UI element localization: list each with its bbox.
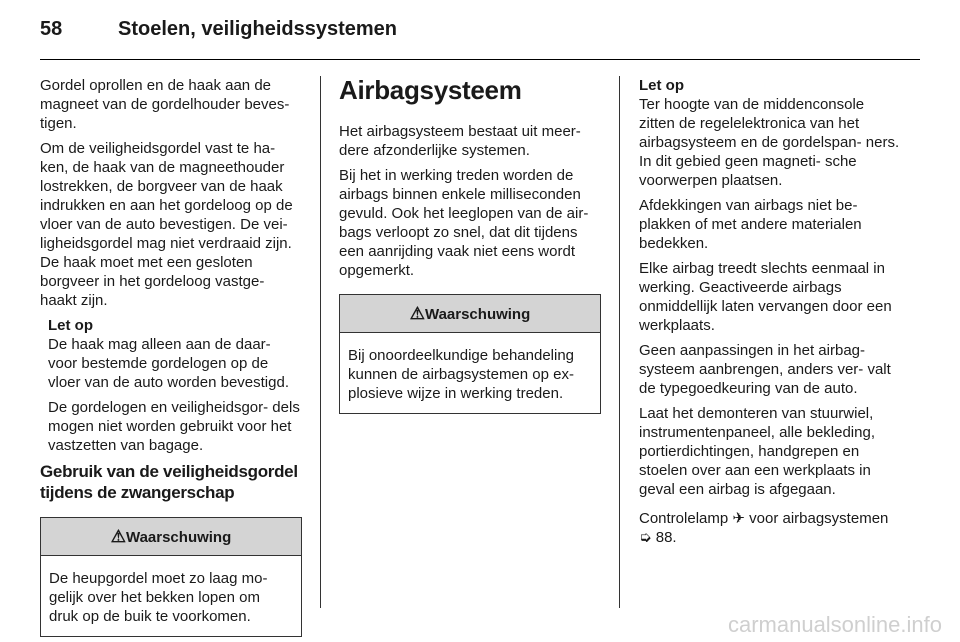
warning-box xyxy=(339,294,601,414)
paragraph: Bij het in werking treden worden de airbags binnen enkele milliseconden gevuld. Ook het leeglopen van de air- bags verloopt zo snel, dat dit tijdens een aanrijding vaak niet eens wordt opgemerkt. xyxy=(339,167,589,279)
note-text: Ter hoogte van de middenconsole zitten de regelelektronica van het airbagsysteem en de gordelspan- ners. In dit gebied geen magneti- sche voorwerpen plaatsen. xyxy=(639,96,900,189)
warning-triangle-icon: ⚠ xyxy=(409,304,425,323)
warning-triangle-icon: ⚠ xyxy=(110,527,126,546)
warning-text: De heupgordel moet zo laag mo- gelijk over het bekken lopen om druk op de buik te voorkomen. xyxy=(49,570,268,625)
watermark: carmanualsonline.info xyxy=(727,612,942,637)
control-lamp-text xyxy=(639,509,901,547)
section-heading: Airbagsysteem xyxy=(339,75,522,105)
note-text: Laat het demonteren van stuurwiel, instrumentenpaneel, alle bekleding, portierdichtingen, handgrepen en stoelen over aan een werkplaats in geval een airbag is afgegaan. xyxy=(639,405,875,498)
note-text: Afdekkingen van airbags niet be- plakken of met andere materialen bedekken. xyxy=(639,197,862,252)
column-1 xyxy=(40,76,302,637)
note-text: Elke airbag treedt slechts eenmaal in werking. Geactiveerde airbags onmiddellijk laten vervangen door een werkplaats. xyxy=(639,260,892,334)
section-heading: Gebruik van de veiligheidsgordel tijdens de zwangerschap xyxy=(40,462,298,502)
note-text: De haak mag alleen aan de daar- voor bestemde gordelogen op de vloer van de auto worden bevestigd. xyxy=(48,336,289,391)
paragraph: Om de veiligheidsgordel vast te ha- ken, de haak van de magneethouder lostrekken, de borgveer van de haak indrukken en aan het gordeloog op de vloer van de auto bevestigen. De vei- ligheidsgordel mag niet verdraaid zijn. De haak moet met een gesloten borgveer in het gordeloog vastge- haakt zijn. xyxy=(40,140,293,309)
page-ref-arrow-icon: ➭ xyxy=(639,529,652,546)
page-number: 58 xyxy=(40,18,63,40)
control-lamp-suffix: voor airbagsystemen xyxy=(749,510,889,527)
paragraph: Het airbagsysteem bestaat uit meer- dere afzonderlijke systemen. xyxy=(339,123,581,159)
column-3 xyxy=(639,76,901,553)
page-reference: 88. xyxy=(655,529,677,546)
note-block xyxy=(639,76,901,499)
page-header xyxy=(40,18,397,41)
column-divider xyxy=(320,76,321,608)
note-label: Let op xyxy=(48,317,93,334)
warning-box xyxy=(40,517,302,637)
column-divider xyxy=(619,76,620,608)
page-title: Stoelen, veiligheidssystemen xyxy=(118,18,397,40)
note-text: Geen aanpassingen in het airbag- systeem aanbrengen, anders ver- valt de typegoedkeuring van de auto. xyxy=(639,342,891,397)
paragraph: Gordel oprollen en de haak aan de magneet van de gordelhouder beves- tigen. xyxy=(40,77,290,132)
warning-title: Waarschuwing xyxy=(125,529,232,546)
warning-text: Bij onoordeelkundige behandeling kunnen de airbagsystemen op ex- plosieve wijze in werking treden. xyxy=(348,347,575,402)
note-text: De gordelogen en veiligheidsgor- dels mogen niet worden gebruikt voor het vastzetten van bagage. xyxy=(48,399,300,454)
warning-header xyxy=(340,295,600,333)
control-lamp-label: Controlelamp xyxy=(639,510,729,527)
note-block xyxy=(40,316,302,455)
header-rule xyxy=(40,59,920,60)
column-2 xyxy=(339,76,601,414)
warning-title: Waarschuwing xyxy=(424,306,531,323)
note-label: Let op xyxy=(639,77,684,94)
airbag-lamp-icon: ✈ xyxy=(732,510,745,527)
warning-header xyxy=(41,518,301,556)
